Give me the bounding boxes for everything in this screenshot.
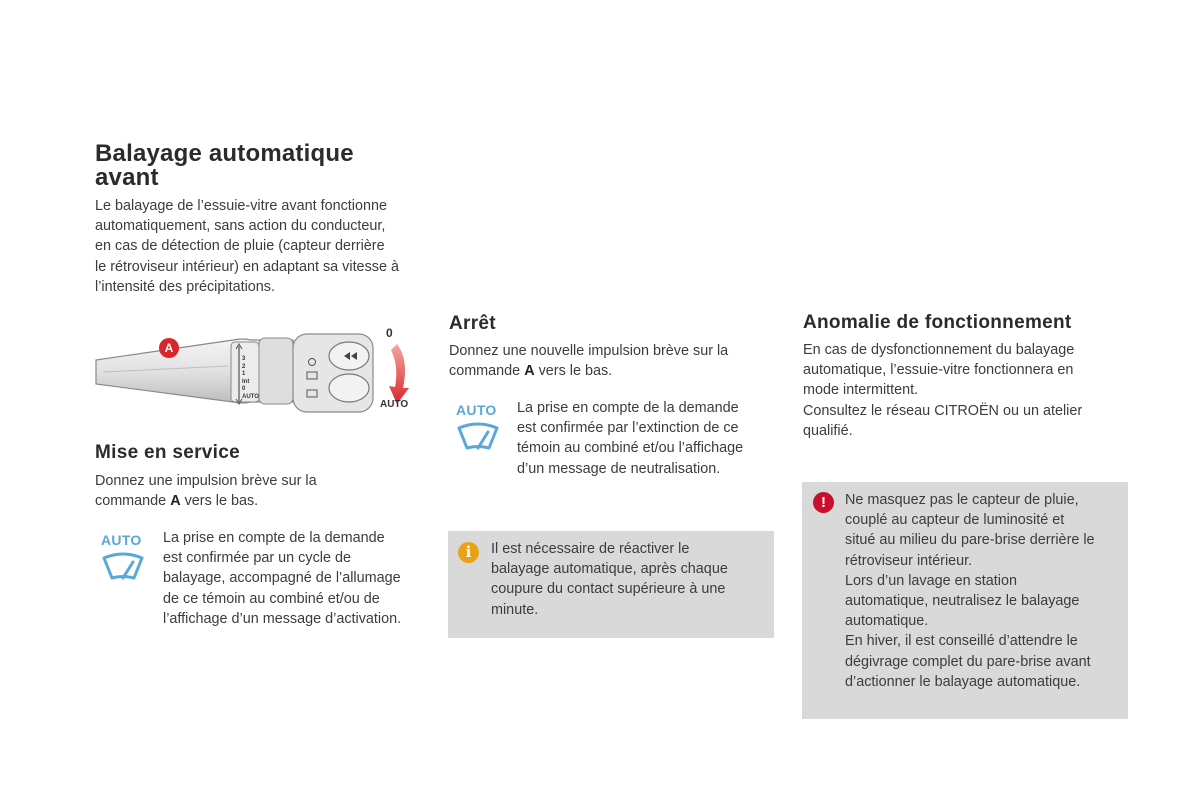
auto-icon-label: AUTO	[101, 532, 142, 548]
arret-text-post: vers le bas.	[534, 363, 613, 380]
scale-label: 3	[242, 356, 246, 362]
scale-label: 2	[242, 363, 246, 370]
scale-label: 1	[242, 371, 246, 377]
heading-anomalie: Anomalie de fonctionnement	[803, 312, 1072, 333]
warning-note-box	[802, 482, 1128, 719]
auto-icon-label: AUTO	[456, 402, 497, 418]
scale-label: AUTO	[242, 393, 259, 400]
heading-mise-en-service: Mise en service	[95, 442, 240, 463]
scale-label: Int	[242, 378, 250, 385]
mise-en-service-command-a: A	[170, 493, 181, 510]
windscreen-wiper-icon	[101, 550, 145, 586]
arret-icon-text: La prise en compte de la demande est confirmée par l’extinction de ce témoin au combiné et/ou l’affichage d’un message de neutralisation.	[517, 400, 744, 477]
intro-paragraph: Le balayage de l’essuie-vitre avant fonctionne automatiquement, sans action du conducteur, en cas de détection de pluie (capteur derrière le rétroviseur intérieur) en adaptant sa vitesse à l’intensité des précipitations.	[95, 198, 399, 295]
label-auto: AUTO	[380, 399, 409, 410]
mise-en-service-text	[95, 471, 425, 511]
label-zero: 0	[386, 326, 393, 340]
wiper-stalk-illustration	[93, 326, 423, 416]
warning-note-text: Ne masquez pas le capteur de pluie, couplé au capteur de luminosité et situé au milieu du pare-brise derrière le rétroviseur intérieur. Lors d’un lavage en station automatique, neutralisez le balayage automatique. En hiver, il est conseillé d’attendre le dégivrage complet du pare-brise avant d’actionner le balayage automatique.	[845, 492, 1095, 690]
info-note-box	[448, 531, 774, 638]
heading-arret: Arrêt	[449, 313, 496, 334]
auto-wiper-off-indicator-icon	[456, 402, 504, 456]
anomalie-text: En cas de dysfonctionnement du balayage automatique, l’essuie-vitre fonctionnera en mode intermittent. Consultez le réseau CITROËN ou un atelier qualifié.	[803, 342, 1083, 439]
arret-command-a: A	[524, 363, 535, 380]
auto-wiper-indicator-icon	[101, 532, 149, 586]
mise-en-service-icon-text: La prise en compte de la demande est confirmée par un cycle de balayage, accompagné de l’allumage de ce témoin au combiné et/ou de l’affichage d’un message d’activation.	[163, 530, 402, 627]
mise-en-service-text-post: vers le bas.	[180, 493, 259, 510]
page-title-line1: Balayage automatique	[95, 140, 354, 167]
label-a-badge: A	[159, 338, 179, 358]
arret-text-pre: Donnez une nouvelle impulsion brève sur la commande	[449, 343, 729, 380]
info-icon: i	[458, 542, 479, 563]
windscreen-wiper-icon	[456, 420, 500, 456]
stalk-scale-labels	[242, 356, 259, 401]
page-title-line2: avant	[95, 164, 159, 191]
page-title	[95, 142, 354, 190]
arret-text	[449, 341, 769, 381]
info-note-text: Il est nécessaire de réactiver le balayage automatique, après chaque coupure du contact supérieure à une minute.	[491, 541, 728, 618]
warning-icon: !	[813, 492, 834, 513]
mise-en-service-text-pre: Donnez une impulsion brève sur la commande	[95, 473, 317, 510]
scale-label: 0	[242, 386, 246, 392]
